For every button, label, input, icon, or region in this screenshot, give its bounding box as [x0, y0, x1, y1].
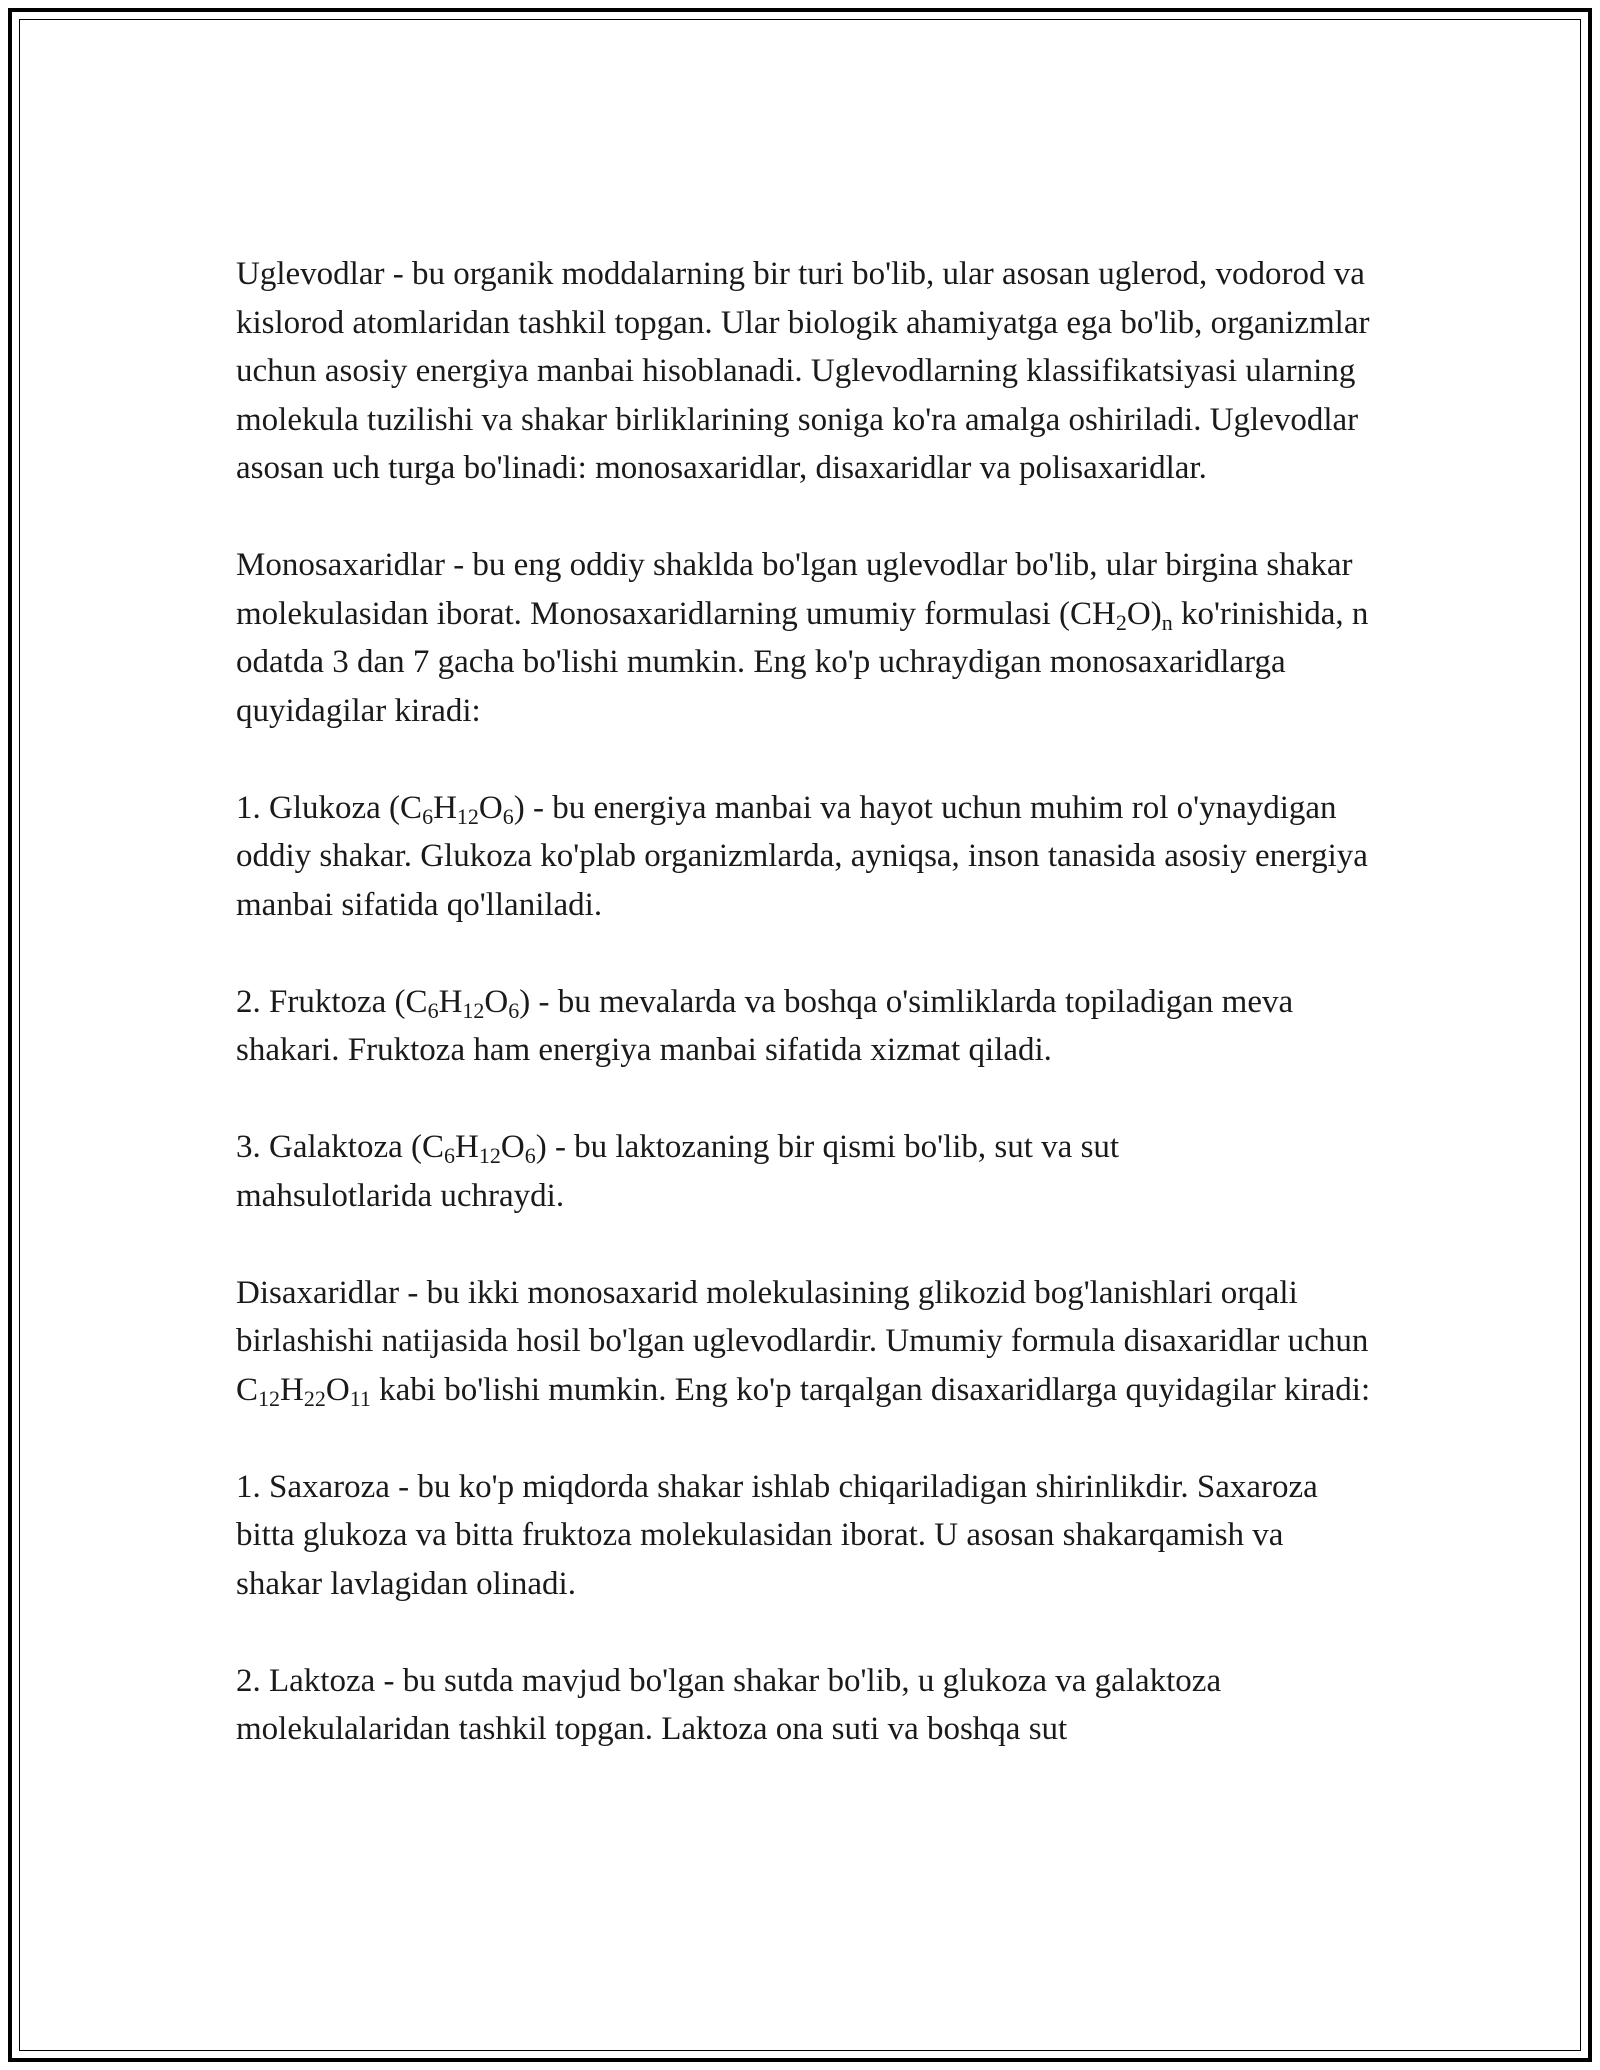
text-run: ) - bu energiya manbai va hayot uchun muhim rol o'ynaydigan oddiy shakar. Glukoza ko'plab organizmlarda, ayniqsa, inson tanasida asosiy energiya manbai sifatida qo'llaniladi.: [236, 789, 1368, 923]
text-run: Uglevodlar - bu organik moddalarning bir turi bo'lib, ular asosan uglerod, vodorod va kislorod atomlaridan tashkil topgan. Ular biologik ahamiyatga ega bo'lib, organizmlar uchun asosiy energiya manbai hisoblanadi. Uglevodlarning klassifikatsiyasi ularning molekula tuzilishi va shakar birliklarining soniga ko'ra amalga oshiriladi. Uglevodlar asosan uch turga bo'linadi: monosaxaridlar, disaxaridlar va polisaxaridlar.: [236, 256, 1370, 486]
chemical-formula: [1059, 595, 1173, 635]
text-run: Monosaxaridlar - bu eng oddiy shaklda bo'lgan uglevodlar bo'lib, ular birgina shakar molekulasidan iborat. Monosaxaridlarning umumiy formulasi: [236, 547, 1353, 632]
text-run: 2. Fruktoza (: [236, 983, 406, 1020]
paragraph: [236, 1269, 1376, 1415]
formula-element: H: [433, 789, 457, 826]
chemical-formula: [405, 983, 520, 1023]
formula-subscript: 22: [303, 1385, 326, 1411]
formula-subscript: 12: [258, 1385, 281, 1411]
formula-element: (CH: [1059, 595, 1116, 632]
text-run: 1. Glukoza (: [236, 789, 401, 826]
formula-element: C: [236, 1371, 259, 1408]
formula-element: O): [1126, 595, 1162, 632]
formula-subscript: 6: [427, 997, 439, 1023]
formula-subscript: 12: [456, 803, 479, 829]
text-run: 1. Saxaroza - bu ko'p miqdorda shakar ishlab chiqariladigan shirinlikdir. Saxaroza bitta glukoza va bitta fruktoza molekulasidan iborat. U asosan shakarqamish va shakar lavlagidan olinadi.: [236, 1468, 1318, 1602]
chemical-formula: [400, 789, 514, 829]
formula-subscript: 6: [422, 803, 434, 829]
formula-subscript: n: [1161, 609, 1173, 635]
text-run: ko'rinishida, n odatda 3 dan 7 gacha bo'lishi mumkin. Eng ko'p uchraydigan monosaxaridlarga quyidagilar kiradi:: [236, 595, 1369, 729]
text-run: Disaxaridlar - bu ikki monosaxarid molekulasining glikozid bog'lanishlari orqali birlashishi natijasida hosil bo'lgan uglevodlardir. Umumiy formula disaxaridlar uchun: [236, 1274, 1369, 1359]
formula-element: O: [484, 983, 509, 1020]
chemical-formula: [236, 1371, 371, 1411]
text-run: 2. Laktoza - bu sutda mavjud bo'lgan shakar bo'lib, u glukoza va galaktoza molekulalaridan tashkil topgan. Laktoza ona suti va boshqa sut: [236, 1662, 1222, 1747]
paragraph: [236, 1657, 1376, 1754]
text-run: ) - bu laktozaning bir qismi bo'lib, sut va sut mahsulotlarida uchraydi.: [236, 1129, 1120, 1214]
document-body: [236, 250, 1376, 1754]
formula-subscript: 2: [1115, 609, 1127, 635]
formula-element: O: [325, 1371, 350, 1408]
formula-element: H: [438, 983, 463, 1020]
chemical-formula: [422, 1129, 536, 1168]
formula-element: H: [280, 1371, 304, 1408]
text-run: kabi bo'lishi mumkin. Eng ko'p tarqalgan disaxaridlarga quyidagilar kiradi:: [370, 1371, 1371, 1408]
formula-subscript: 6: [444, 1143, 456, 1168]
formula-subscript: 6: [524, 1143, 536, 1168]
formula-subscript: 12: [462, 997, 485, 1023]
formula-element: O: [500, 1129, 525, 1165]
paragraph: [236, 541, 1376, 735]
text-run: ) - bu mevalarda va boshqa o'simliklarda topiladigan meva shakari. Fruktoza ham energiya manbai sifatida xizmat qiladi.: [236, 983, 1294, 1068]
formula-element: C: [400, 789, 423, 826]
formula-element: C: [422, 1129, 445, 1165]
paragraph: [236, 978, 1376, 1075]
formula-subscript: 11: [349, 1385, 371, 1411]
formula-element: C: [405, 983, 428, 1020]
formula-subscript: 12: [478, 1143, 501, 1168]
paragraph: [236, 250, 1376, 493]
paragraph: [236, 1123, 1376, 1220]
formula-element: O: [478, 789, 503, 826]
paragraph: [236, 1463, 1376, 1609]
paragraph: [236, 784, 1376, 930]
formula-subscript: 6: [502, 803, 514, 829]
text-run: 3. Galaktoza (: [236, 1129, 422, 1165]
formula-subscript: 6: [508, 997, 520, 1023]
formula-element: H: [455, 1129, 479, 1165]
